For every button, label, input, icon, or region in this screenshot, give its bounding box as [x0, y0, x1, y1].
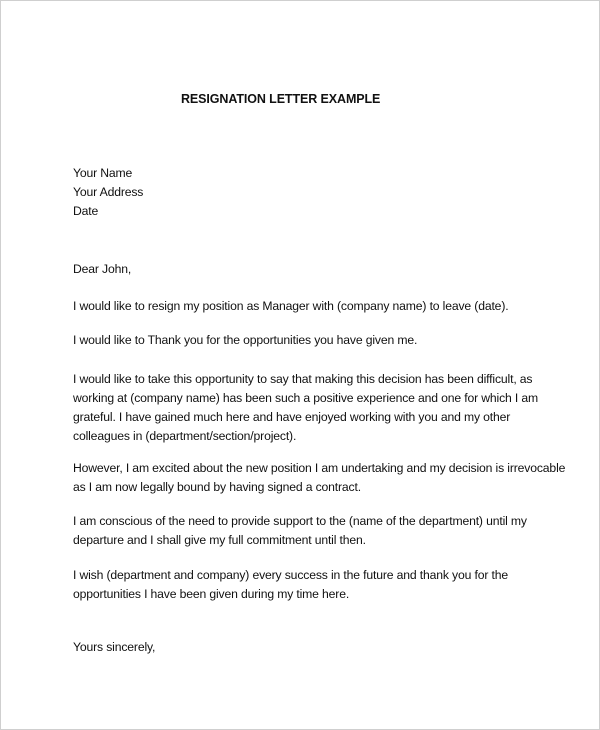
sender-name: Your Name [73, 166, 133, 180]
paragraph-5: I am conscious of the need to provide support to the (name of the department) until my departure and I shall give my full commitment until then. [73, 514, 527, 547]
paragraph-4: However, I am excited about the new position I am undertaking and my decision is irrevocable as I am now legally bound by having signed a contract. [73, 461, 566, 494]
paragraph-6: I wish (department and company) every success in the future and thank you for the opportunities I have been given during my time here. [73, 568, 508, 601]
sender-address: Your Address [73, 185, 144, 199]
paragraph-2: I would like to Thank you for the opportunities you have given me. [73, 333, 418, 347]
sender-date: Date [73, 204, 99, 218]
closing: Yours sincerely, [73, 640, 156, 654]
salutation: Dear John, [73, 262, 132, 276]
sender-block [73, 164, 543, 221]
document-title: RESIGNATION LETTER EXAMPLE [181, 92, 381, 106]
paragraph-3: I would like to take this opportunity to say that making this decision has been difficult, as working at (company name) has been such a positive experience and one for which I am grateful. I have gained much here and have enjoyed working with you and my other colleagues in (department/section/project). [73, 372, 539, 443]
paragraph-1: I would like to resign my position as Manager with (company name) to leave (date). [73, 299, 509, 313]
